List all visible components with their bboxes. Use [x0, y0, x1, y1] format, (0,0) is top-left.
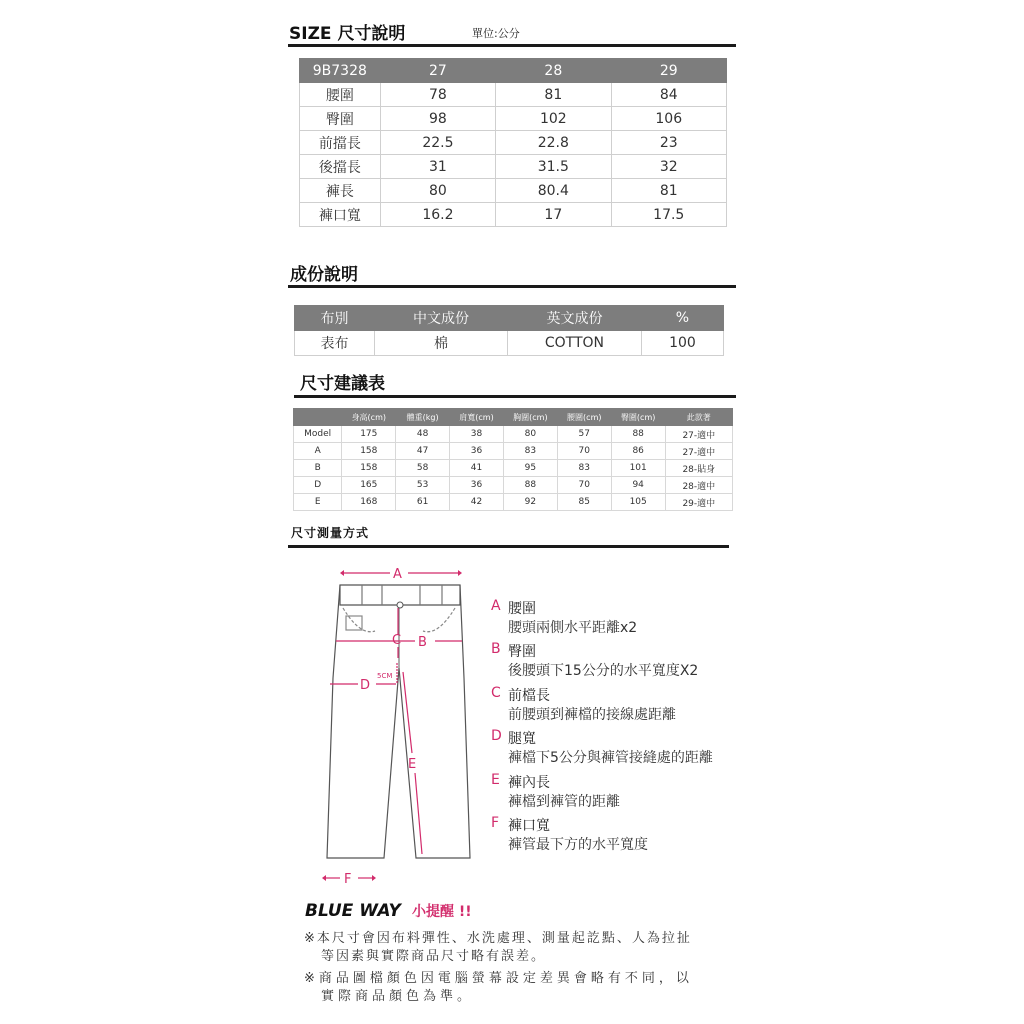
suggest-header-cell — [294, 409, 342, 426]
suggest-cell: 58 — [396, 460, 450, 477]
size-cell: 前擋長 — [300, 131, 381, 155]
suggest-row — [294, 460, 733, 477]
size-row — [300, 179, 727, 203]
suggest-row — [294, 477, 733, 494]
size-row — [300, 203, 727, 227]
suggest-cell: 28-貼身 — [665, 460, 732, 477]
size-rule — [288, 44, 736, 47]
composition-cell: 100 — [641, 331, 723, 356]
size-row — [300, 155, 727, 179]
label-5cm: 5CM — [377, 672, 393, 680]
pants-diagram — [300, 558, 490, 890]
size-row — [300, 107, 727, 131]
suggest-row — [294, 426, 733, 443]
size-header-cell: 28 — [496, 59, 611, 83]
size-table — [299, 58, 727, 227]
size-title — [289, 19, 405, 44]
suggest-cell: A — [294, 443, 342, 460]
label-a: A — [393, 567, 402, 582]
suggest-cell: 105 — [611, 494, 665, 511]
size-header-cell: 27 — [380, 59, 495, 83]
size-cell: 31.5 — [496, 155, 611, 179]
composition-table — [294, 305, 724, 356]
composition-header-cell: % — [641, 306, 723, 331]
suggest-cell: 29-適中 — [665, 494, 732, 511]
legend-name: 腰圍 — [508, 601, 536, 617]
size-cell: 22.8 — [496, 131, 611, 155]
measure-rule — [288, 545, 729, 548]
legend-letter: F — [491, 815, 500, 831]
legend-name: 前檔長 — [508, 688, 550, 704]
size-title-en: SIZE — [289, 24, 332, 44]
suggest-cell: 88 — [503, 477, 557, 494]
brand-logo: BLUE WAY — [305, 901, 401, 921]
suggest-cell: Model — [294, 426, 342, 443]
button-icon — [397, 602, 403, 608]
composition-cell: 表布 — [295, 331, 375, 356]
suggest-cell: 175 — [342, 426, 396, 443]
suggest-cell: 27-適中 — [665, 426, 732, 443]
legend-letter: A — [491, 598, 501, 614]
size-cell: 80.4 — [496, 179, 611, 203]
size-cell: 褲口寬 — [300, 203, 381, 227]
suggest-cell: 88 — [611, 426, 665, 443]
suggest-cell: 27-適中 — [665, 443, 732, 460]
suggest-cell: 158 — [342, 443, 396, 460]
suggest-header-cell: 身高(cm) — [342, 409, 396, 426]
legend-desc: 褲管最下方的水平寬度 — [508, 837, 648, 853]
suggest-cell: 92 — [503, 494, 557, 511]
composition-cell: 棉 — [374, 331, 507, 356]
size-cell: 78 — [380, 83, 495, 107]
size-cell: 腰圍 — [300, 83, 381, 107]
suggest-cell: 57 — [557, 426, 611, 443]
note-1-line-1: ※本尺寸會因布料彈性、水洗處理、測量起訖點、人為拉扯 — [304, 931, 692, 946]
size-header-cell: 29 — [611, 59, 726, 83]
composition-header-cell: 布別 — [295, 306, 375, 331]
note-2-line-2: 實際商品顏色為準。 — [321, 989, 475, 1004]
suggest-header-cell: 體重(kg) — [396, 409, 450, 426]
legend-name: 臀圍 — [508, 644, 536, 660]
suggest-title: 尺寸建議表 — [300, 374, 385, 394]
suggest-row — [294, 443, 733, 460]
composition-cell: COTTON — [508, 331, 642, 356]
legend-letter: E — [491, 772, 500, 788]
size-row — [300, 83, 727, 107]
size-row — [300, 131, 727, 155]
size-cell: 31 — [380, 155, 495, 179]
suggest-cell: 70 — [557, 443, 611, 460]
suggest-cell: 36 — [450, 477, 504, 494]
suggest-rule — [294, 395, 736, 398]
suggest-table — [293, 408, 733, 511]
legend-desc: 褲檔到褲管的距離 — [508, 794, 620, 810]
suggest-cell: 70 — [557, 477, 611, 494]
legend-name: 褲口寬 — [508, 818, 550, 834]
suggest-cell: 61 — [396, 494, 450, 511]
legend-desc: 褲檔下5公分與褲管接縫處的距離 — [508, 750, 713, 766]
legend-desc: 前腰頭到褲檔的接線處距離 — [508, 707, 676, 723]
suggest-header-row — [294, 409, 733, 426]
legend-letter: D — [491, 728, 502, 744]
size-cell: 106 — [611, 107, 726, 131]
suggest-cell: 38 — [450, 426, 504, 443]
suggest-cell: 94 — [611, 477, 665, 494]
suggest-header-cell: 此款著 — [665, 409, 732, 426]
size-cell: 102 — [496, 107, 611, 131]
suggest-cell: B — [294, 460, 342, 477]
size-header-cell: 9B7328 — [300, 59, 381, 83]
label-e: E — [408, 757, 417, 772]
suggest-cell: 36 — [450, 443, 504, 460]
suggest-cell: 95 — [503, 460, 557, 477]
composition-rule — [288, 285, 736, 288]
legend-name: 褲內長 — [508, 775, 550, 791]
label-d: D — [360, 678, 371, 693]
note-1-line-2: 等因素與實際商品尺寸略有誤差。 — [321, 949, 547, 964]
size-cell: 17.5 — [611, 203, 726, 227]
suggest-header-cell: 臀圍(cm) — [611, 409, 665, 426]
suggest-cell: 83 — [503, 443, 557, 460]
suggest-header-cell: 肩寬(cm) — [450, 409, 504, 426]
size-cell: 80 — [380, 179, 495, 203]
suggest-cell: 168 — [342, 494, 396, 511]
measure-title: 尺寸測量方式 — [291, 526, 370, 540]
note-2-line-1: ※商品圖檔顏色因電腦螢幕設定差異會略有不同，以 — [304, 971, 693, 986]
size-cell: 98 — [380, 107, 495, 131]
composition-title: 成份說明 — [290, 265, 358, 285]
legend-letter: B — [491, 641, 501, 657]
size-cell: 臀圍 — [300, 107, 381, 131]
note-1 — [304, 930, 692, 966]
composition-header-row — [295, 306, 724, 331]
composition-row — [295, 331, 724, 356]
composition-header-cell: 英文成份 — [508, 306, 642, 331]
size-cell: 81 — [496, 83, 611, 107]
suggest-cell: 83 — [557, 460, 611, 477]
label-c: C — [392, 633, 402, 648]
suggest-cell: 53 — [396, 477, 450, 494]
suggest-cell: 47 — [396, 443, 450, 460]
unit-label: 單位:公分 — [472, 27, 520, 40]
suggest-cell: 80 — [503, 426, 557, 443]
size-cell: 後擋長 — [300, 155, 381, 179]
suggest-header-cell: 胸圍(cm) — [503, 409, 557, 426]
size-header-row — [300, 59, 727, 83]
suggest-cell: 165 — [342, 477, 396, 494]
suggest-header-cell: 腰圍(cm) — [557, 409, 611, 426]
suggest-cell: 86 — [611, 443, 665, 460]
suggest-cell: 41 — [450, 460, 504, 477]
size-cell: 褲長 — [300, 179, 381, 203]
suggest-row — [294, 494, 733, 511]
size-cell: 23 — [611, 131, 726, 155]
suggest-cell: 48 — [396, 426, 450, 443]
legend-desc: 後腰頭下15公分的水平寬度X2 — [508, 663, 699, 679]
label-f: F — [344, 872, 352, 887]
reminder-heading — [305, 901, 472, 921]
suggest-cell: 42 — [450, 494, 504, 511]
size-cell: 32 — [611, 155, 726, 179]
size-title-zh: 尺寸說明 — [337, 24, 406, 44]
size-cell: 17 — [496, 203, 611, 227]
label-b: B — [418, 635, 427, 650]
composition-header-cell: 中文成份 — [374, 306, 507, 331]
size-cell: 81 — [611, 179, 726, 203]
suggest-cell: 85 — [557, 494, 611, 511]
legend-letter: C — [491, 685, 501, 701]
size-cell: 16.2 — [380, 203, 495, 227]
legend-desc: 腰頭兩側水平距離x2 — [508, 620, 638, 636]
suggest-cell: D — [294, 477, 342, 494]
note-2 — [304, 970, 693, 1006]
suggest-cell: 158 — [342, 460, 396, 477]
suggest-cell: E — [294, 494, 342, 511]
size-cell: 22.5 — [380, 131, 495, 155]
legend-name: 腿寬 — [508, 731, 536, 747]
suggest-cell: 101 — [611, 460, 665, 477]
suggest-cell: 28-適中 — [665, 477, 732, 494]
reminder-label: 小提醒 !! — [411, 904, 472, 920]
size-cell: 84 — [611, 83, 726, 107]
